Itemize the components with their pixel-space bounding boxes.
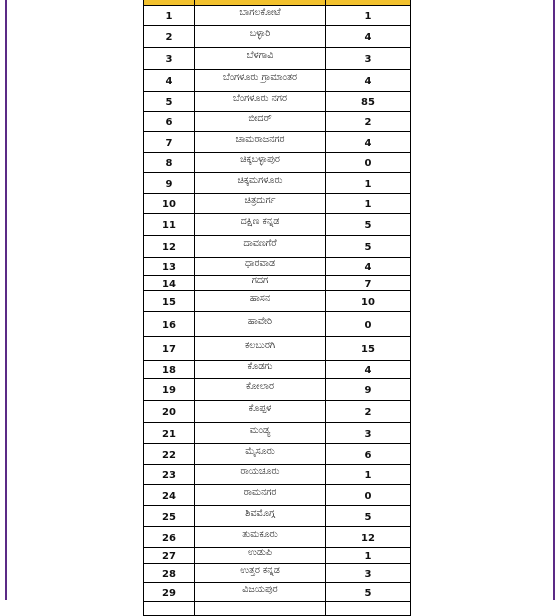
cell-sl-no: 20 xyxy=(144,401,195,423)
table-row xyxy=(144,337,411,361)
cell-sl-no: 29 xyxy=(144,583,195,602)
table-row xyxy=(144,173,411,194)
cell-count: 5 xyxy=(326,583,411,602)
cell-sl-no: 13 xyxy=(144,258,195,276)
cell-count: 2 xyxy=(326,401,411,423)
cell-district-name xyxy=(195,465,326,485)
district-name-text: ಹಾವೇರಿ xyxy=(247,315,273,327)
table-row xyxy=(144,112,411,132)
table-row xyxy=(144,92,411,112)
cell-sl-no: 18 xyxy=(144,361,195,379)
cell-count: 5 xyxy=(326,236,411,258)
page-border-right xyxy=(553,0,555,600)
cell-count: 9 xyxy=(326,379,411,401)
district-name-text: ಶಿವಮೊಗ್ಗ xyxy=(245,507,275,519)
table-row xyxy=(144,291,411,312)
cell-count: 0 xyxy=(326,312,411,337)
cell-sl-no: 3 xyxy=(144,48,195,70)
table-row xyxy=(144,444,411,465)
cell-count: 3 xyxy=(326,564,411,583)
cell-sl-no: 25 xyxy=(144,506,195,527)
district-name-text: ಬೆಂಗಳೂರು ಗ್ರಾಮಾಂತರ xyxy=(222,72,298,83)
cell-district-name xyxy=(195,153,326,173)
cell-sl-no: 8 xyxy=(144,153,195,173)
cell-district-name xyxy=(195,276,326,291)
cell-sl-no: 12 xyxy=(144,236,195,258)
table-row xyxy=(144,506,411,527)
cell-district-name xyxy=(195,361,326,379)
cell-district-name xyxy=(195,258,326,276)
cell-count: 0 xyxy=(326,153,411,173)
cell-count: 4 xyxy=(326,70,411,92)
cell-district-name xyxy=(195,602,326,616)
table-row xyxy=(144,527,411,548)
cell-sl-no: 24 xyxy=(144,485,195,506)
table-row xyxy=(144,214,411,236)
cell-district-name xyxy=(195,485,326,506)
district-name-text: ಬೆಂಗಳೂರು ನಗರ xyxy=(233,93,287,104)
cell-district-name xyxy=(195,173,326,194)
district-name-text: ಚಿತ್ರದುರ್ಗ xyxy=(244,195,276,206)
cell-sl-no: 7 xyxy=(144,132,195,153)
table-row xyxy=(144,401,411,423)
cell-district-name xyxy=(195,444,326,465)
cell-count: 1 xyxy=(326,548,411,564)
cell-sl-no: 15 xyxy=(144,291,195,312)
table-row xyxy=(144,602,411,616)
table-row xyxy=(144,361,411,379)
cell-district-name xyxy=(195,291,326,312)
cell-count: 4 xyxy=(326,258,411,276)
table-row xyxy=(144,564,411,583)
cell-district-name xyxy=(195,312,326,337)
district-name-text: ಉತ್ತರ ಕನ್ನಡ xyxy=(240,564,280,576)
cell-sl-no: 28 xyxy=(144,564,195,583)
table-row xyxy=(144,379,411,401)
district-name-text: ರಾಮನಗರ xyxy=(243,486,277,498)
table-row xyxy=(144,548,411,564)
cell-count: 4 xyxy=(326,26,411,48)
cell-count: 2 xyxy=(326,112,411,132)
district-name-text: ಬಾಗಲಕೋಟೆ xyxy=(239,7,281,18)
district-name-text: ತುಮಕೂರು xyxy=(242,528,278,540)
cell-sl-no: 17 xyxy=(144,337,195,361)
cell-sl-no: 6 xyxy=(144,112,195,132)
cell-count xyxy=(326,602,411,616)
district-name-text: ಬೀದರ್ xyxy=(248,113,272,124)
table-row xyxy=(144,485,411,506)
cell-sl-no: 22 xyxy=(144,444,195,465)
cell-count: 12 xyxy=(326,527,411,548)
cell-district-name xyxy=(195,564,326,583)
cell-sl-no: 11 xyxy=(144,214,195,236)
cell-district-name xyxy=(195,379,326,401)
cell-district-name xyxy=(195,401,326,423)
cell-sl-no: 10 xyxy=(144,194,195,214)
cell-district-name xyxy=(195,214,326,236)
table-row xyxy=(144,70,411,92)
cell-count: 1 xyxy=(326,173,411,194)
table-row xyxy=(144,26,411,48)
cell-count: 3 xyxy=(326,48,411,70)
district-name-text: ವಿಜಯಪುರ xyxy=(242,583,278,595)
cell-count: 10 xyxy=(326,291,411,312)
cell-sl-no: 2 xyxy=(144,26,195,48)
district-name-text: ಕೋಲಾರ xyxy=(246,381,274,392)
table-row xyxy=(144,258,411,276)
cell-district-name xyxy=(195,194,326,214)
table-row xyxy=(144,236,411,258)
district-name-text: ಚಿಕ್ಕಮಗಳೂರು xyxy=(237,174,283,186)
table-body xyxy=(144,0,411,616)
cell-count: 85 xyxy=(326,92,411,112)
cell-district-name xyxy=(195,48,326,70)
district-name-text: ಕೊಡಗು xyxy=(247,361,273,372)
district-name-text: ದಕ್ಷಿಣ ಕನ್ನಡ xyxy=(240,216,280,227)
cell-sl-no: 26 xyxy=(144,527,195,548)
cell-district-name xyxy=(195,70,326,92)
district-name-text: ಧಾರವಾಡ xyxy=(244,258,276,269)
district-name-text: ಕೊಪ್ಪಳ xyxy=(248,403,272,414)
table-row xyxy=(144,583,411,602)
cell-district-name xyxy=(195,132,326,153)
district-name-text: ಕಲಬುರಗಿ xyxy=(244,340,276,351)
cell-district-name xyxy=(195,112,326,132)
cell-count: 4 xyxy=(326,361,411,379)
cell-sl-no: 16 xyxy=(144,312,195,337)
district-name-text: ಗದಗ xyxy=(251,275,269,286)
cell-count: 3 xyxy=(326,423,411,444)
cell-sl-no: 19 xyxy=(144,379,195,401)
cell-sl-no: 14 xyxy=(144,276,195,291)
district-name-text: ಚಾಮರಾಜನಗರ xyxy=(235,133,285,145)
cell-district-name xyxy=(195,337,326,361)
district-name-text: ಹಾಸನ xyxy=(249,292,271,304)
cell-count: 6 xyxy=(326,444,411,465)
cell-district-name xyxy=(195,92,326,112)
district-table-container xyxy=(143,0,411,616)
cell-sl-no: 5 xyxy=(144,92,195,112)
cell-sl-no: 4 xyxy=(144,70,195,92)
district-name-text: ಮಂಡ್ಯ xyxy=(249,424,271,436)
cell-district-name xyxy=(195,583,326,602)
cell-sl-no: 21 xyxy=(144,423,195,444)
cell-count: 1 xyxy=(326,194,411,214)
page-border-left xyxy=(5,0,7,600)
cell-sl-no: 27 xyxy=(144,548,195,564)
cell-count: 1 xyxy=(326,465,411,485)
cell-count: 1 xyxy=(326,6,411,26)
table-row xyxy=(144,276,411,291)
district-count-table xyxy=(143,0,411,616)
cell-sl-no: 1 xyxy=(144,6,195,26)
cell-count: 15 xyxy=(326,337,411,361)
cell-district-name xyxy=(195,506,326,527)
district-name-text: ಉಡುಪಿ xyxy=(248,547,272,558)
cell-district-name xyxy=(195,26,326,48)
table-row xyxy=(144,132,411,153)
district-name-text: ಚಿಕ್ಕಬಳ್ಳಾಪುರ xyxy=(240,154,280,165)
cell-sl-no: 23 xyxy=(144,465,195,485)
district-name-text: ಬಳ್ಳಾರಿ xyxy=(249,28,271,39)
cell-count: 5 xyxy=(326,506,411,527)
table-row xyxy=(144,465,411,485)
table-row xyxy=(144,48,411,70)
district-name-text: ರಾಯಚೂರು xyxy=(240,466,280,477)
cell-count: 4 xyxy=(326,132,411,153)
table-row xyxy=(144,312,411,337)
cell-district-name xyxy=(195,527,326,548)
district-name-text: ದಾವಣಗೆರೆ xyxy=(243,238,277,249)
cell-count: 5 xyxy=(326,214,411,236)
table-row xyxy=(144,423,411,444)
cell-district-name xyxy=(195,236,326,258)
table-row xyxy=(144,194,411,214)
cell-count: 7 xyxy=(326,276,411,291)
cell-district-name xyxy=(195,6,326,26)
table-row xyxy=(144,153,411,173)
district-name-text: ಮೈಸೂರು xyxy=(245,445,275,457)
cell-district-name xyxy=(195,548,326,564)
cell-sl-no xyxy=(144,602,195,616)
table-row xyxy=(144,6,411,26)
district-name-text: ಬೆಳಗಾವಿ xyxy=(246,50,274,61)
cell-count: 0 xyxy=(326,485,411,506)
cell-district-name xyxy=(195,423,326,444)
cell-sl-no: 9 xyxy=(144,173,195,194)
